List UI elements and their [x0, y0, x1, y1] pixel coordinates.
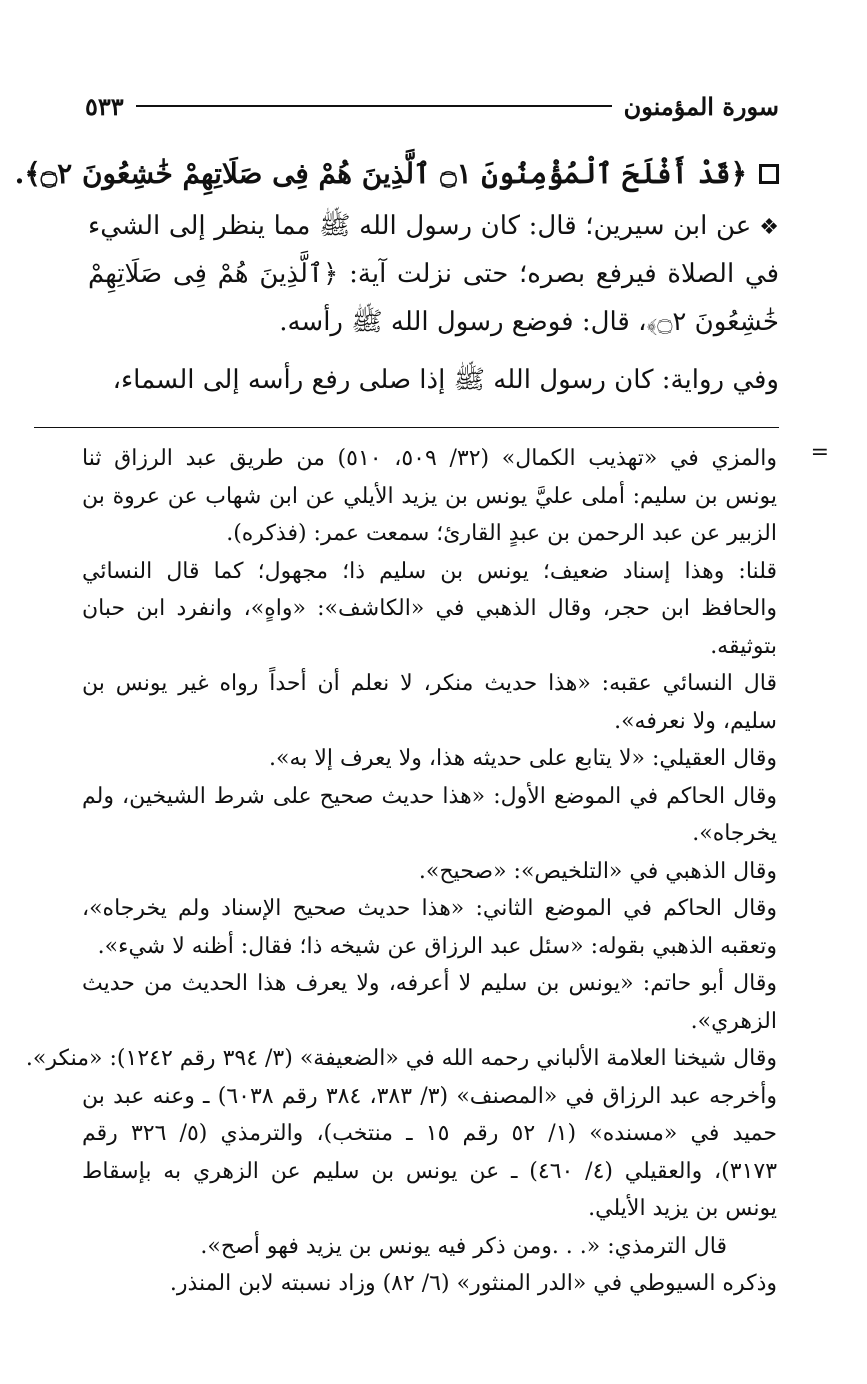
footnote-line: وقال شيخنا العلامة الألباني رحمه الله في «الضعيفة» (٣/ ٣٩٤ رقم ١٢٤٢): «منكر».	[25, 1046, 777, 1071]
footnote-line: وذكره السيوطي في «الدر المنثور» (٦/ ٨٢) وزاد نسبته لابن المنذر.	[169, 1271, 777, 1296]
verse-line	[14, 150, 779, 198]
footnotes	[25, 440, 829, 1303]
square-marker-icon	[759, 164, 779, 184]
footnote-line: يونس بن سليم: أملى عليَّ يونس بن يزيد الأيلي عن ابن شهاب عن عروة بن	[82, 483, 777, 509]
footnote-line: وأخرجه عبد الرزاق في «المصنف» (٣/ ٣٨٣، ٣٨٤ رقم ٦٠٣٨) ـ وعنه عبد بن	[82, 1083, 777, 1109]
footnote-line: وقال الحاكم في الموضع الثاني: «هذا حديث صحيح الإسناد ولم يخرجاه»،	[82, 896, 777, 921]
footnote-line: وقال الذهبي في «التلخيص»: «صحيح».	[418, 858, 777, 884]
main-text	[14, 150, 779, 404]
footnote-line: يونس بن يزيد الأيلي.	[588, 1196, 777, 1221]
footnote-line: وقال الحاكم في الموضع الأول: «هذا حديث صحيح على شرط الشيخين، ولم	[82, 783, 777, 809]
footnote-line: قلنا: وهذا إسناد ضعيف؛ يونس بن سليم ذا؛ مجهول؛ كما قال النسائي	[82, 558, 777, 584]
surah-title: سورة المؤمنون	[623, 91, 779, 121]
narration-line: في الصلاة فيرفع بصره؛ حتى نزلت آية: ﴿ٱلَّذِينَ هُمْ فِى صَلَاتِهِمْ	[88, 259, 779, 289]
footnote-separator	[34, 427, 779, 428]
footnote-line: والمزي في «تهذيب الكمال» (٣٢/ ٥٠٩، ٥١٠) من طريق عبد الرزاق ثنا	[82, 446, 778, 471]
footnote-line: حميد في «مسنده» (١/ ٥٢ رقم ١٥ ـ منتخب)، والترمذي (٥/ ٣٢٦ رقم	[82, 1121, 777, 1146]
footnote-line: الزهري».	[690, 1008, 777, 1034]
paragraph-gap	[88, 346, 779, 356]
running-header	[85, 86, 779, 126]
footnote-line: وقال أبو حاتم: «يونس بن سليم لا أعرفه، ولا يعرف هذا الحديث من حديث	[82, 971, 777, 996]
narration	[88, 202, 779, 404]
footnote-line: قال النسائي عقبه: «هذا حديث منكر، لا نعلم أن أحداً رواه غير يونس بن	[82, 671, 777, 696]
diamond-marker-icon: ❖	[759, 215, 779, 240]
footnote-line: وقال العقيلي: «لا يتابع على حديثه هذا، ولا يعرف إلا به».	[269, 746, 777, 771]
footnote-line: ٣١٧٣)، والعقيلي (٤/ ٤٦٠) ـ عن يونس بن سليم عن الزهري به بإسقاط	[82, 1158, 778, 1184]
footnote-line: والحافظ ابن حجر، وقال الذهبي في «الكاشف»: «واهٍ»، وانفرد ابن حبان	[82, 596, 777, 621]
page-number: ٥٣٣	[85, 91, 124, 121]
continuation-mark: =	[810, 440, 829, 465]
footnote-line: يخرجاه».	[692, 821, 777, 846]
footnote-line: وتعقبه الذهبي بقوله: «سئل عبد الرزاق عن شيخه ذا؛ فقال: أظنه لا شيء».	[97, 933, 777, 959]
footnote-line: قال الترمذي: «. . .ومن ذكر فيه يونس بن يزيد فهو أصح».	[200, 1233, 727, 1259]
narration-line: خَٰشِعُونَ ۝٢﴾، قال: فوضع رسول الله ﷺ رأسه.	[279, 307, 779, 337]
verse-text: ﴿قَدْ أَفْلَحَ ٱلْمُؤْمِنُونَ ۝١ ٱلَّذِينَ هُمْ فِى صَلَاتِهِمْ خَٰشِعُونَ ۝٢﴾.	[14, 157, 747, 190]
narration-continue: وفي رواية: كان رسول الله ﷺ إذا صلى رفع رأسه إلى السماء،	[112, 365, 779, 395]
footnote-line: الزبير عن عبد الرحمن بن عبدٍ القارئ؛ سمعت عمر: (فذكره).	[226, 521, 777, 546]
footnote-line: سليم، ولا نعرفه».	[614, 708, 777, 734]
header-rule	[136, 105, 612, 107]
footnote-line: بتوثيقه.	[710, 633, 777, 659]
narration-line: ❖عن ابن سيرين؛ قال: كان رسول الله ﷺ مما ينظر إلى الشيء	[88, 202, 779, 250]
